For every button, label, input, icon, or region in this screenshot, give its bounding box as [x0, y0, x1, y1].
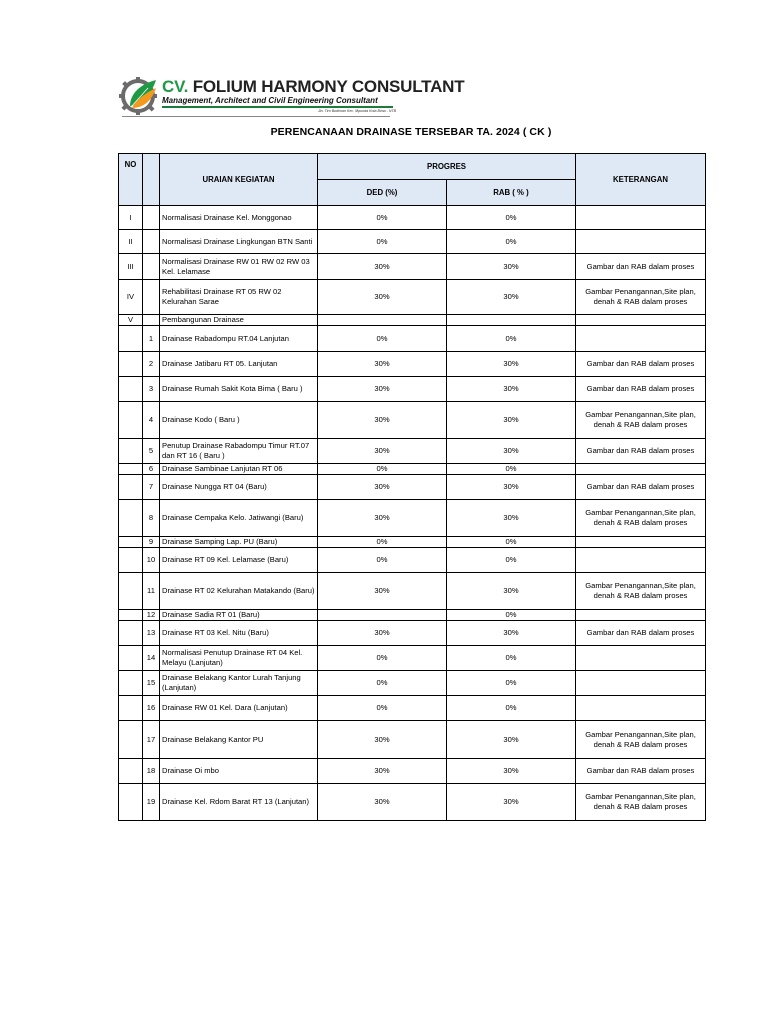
row-number — [119, 671, 143, 696]
row-description: Penutup Drainase Rabadompu Timur RT.07 dan RT 16 ( Baru ) — [160, 439, 318, 464]
row-rab-progress: 0% — [447, 326, 576, 352]
row-sub-number: 8 — [143, 500, 160, 537]
header-ded: DED (%) — [318, 180, 447, 206]
letterhead — [118, 74, 465, 120]
table-row — [119, 315, 706, 326]
row-sub-number — [143, 280, 160, 315]
table-row — [119, 475, 706, 500]
header-sub-no — [143, 154, 160, 206]
row-description: Drainase Kodo ( Baru ) — [160, 402, 318, 439]
table-row — [119, 377, 706, 402]
row-keterangan — [576, 315, 706, 326]
row-ded-progress: 0% — [318, 326, 447, 352]
company-divider — [162, 106, 393, 108]
row-description: Drainase Rumah Sakit Kota Bima ( Baru ) — [160, 377, 318, 402]
row-sub-number: 9 — [143, 537, 160, 548]
row-keterangan — [576, 548, 706, 573]
row-number — [119, 621, 143, 646]
row-keterangan: Gambar dan RAB dalam proses — [576, 475, 706, 500]
row-description: Drainase Oi mbo — [160, 759, 318, 784]
row-number — [119, 402, 143, 439]
row-ded-progress: 30% — [318, 377, 447, 402]
row-number — [119, 352, 143, 377]
row-description: Drainase Nungga RT 04 (Baru) — [160, 475, 318, 500]
row-description: Drainase Samping Lap. PU (Baru) — [160, 537, 318, 548]
row-sub-number: 13 — [143, 621, 160, 646]
company-tagline: Management, Architect and Civil Engineering Consultant — [162, 96, 378, 105]
row-sub-number: 16 — [143, 696, 160, 721]
table-row — [119, 537, 706, 548]
row-description: Drainase Belakang Kantor PU — [160, 721, 318, 759]
table-row — [119, 548, 706, 573]
row-number — [119, 784, 143, 821]
table-row — [119, 573, 706, 610]
row-ded-progress: 30% — [318, 352, 447, 377]
table-body — [119, 206, 706, 821]
table-row — [119, 671, 706, 696]
row-description: Drainase Sambinae Lanjutan RT 06 — [160, 464, 318, 475]
row-number: III — [119, 254, 143, 280]
table-row — [119, 646, 706, 671]
company-name — [162, 78, 464, 96]
row-number — [119, 696, 143, 721]
row-rab-progress — [447, 315, 576, 326]
row-description: Pembangunan Drainase — [160, 315, 318, 326]
row-keterangan — [576, 610, 706, 621]
company-prefix: CV. — [162, 77, 189, 96]
row-description: Drainase Rabadompu RT.04 Lanjutan — [160, 326, 318, 352]
row-number — [119, 377, 143, 402]
row-ded-progress: 0% — [318, 548, 447, 573]
row-rab-progress: 30% — [447, 402, 576, 439]
row-keterangan: Gambar dan RAB dalam proses — [576, 759, 706, 784]
table-row — [119, 254, 706, 280]
row-rab-progress: 0% — [447, 230, 576, 254]
row-number — [119, 759, 143, 784]
row-number — [119, 537, 143, 548]
row-rab-progress: 0% — [447, 671, 576, 696]
row-rab-progress: 30% — [447, 573, 576, 610]
row-ded-progress: 30% — [318, 402, 447, 439]
row-description: Normalisasi Penutup Drainase RT 04 Kel. Melayu (Lanjutan) — [160, 646, 318, 671]
row-sub-number: 3 — [143, 377, 160, 402]
row-description: Drainase Kel. Rdom Barat RT 13 (Lanjutan) — [160, 784, 318, 821]
row-sub-number: 10 — [143, 548, 160, 573]
row-description: Rehabilitasi Drainase RT 05 RW 02 Kelurahan Sarae — [160, 280, 318, 315]
company-main-name: FOLIUM HARMONY CONSULTANT — [192, 77, 465, 96]
row-keterangan — [576, 230, 706, 254]
row-keterangan — [576, 671, 706, 696]
row-sub-number: 7 — [143, 475, 160, 500]
row-ded-progress: 30% — [318, 621, 447, 646]
row-number: II — [119, 230, 143, 254]
row-keterangan — [576, 326, 706, 352]
table-row — [119, 784, 706, 821]
row-sub-number: 5 — [143, 439, 160, 464]
row-number: I — [119, 206, 143, 230]
row-keterangan: Gambar dan RAB dalam proses — [576, 352, 706, 377]
row-description: Drainase RT 03 Kel. Nitu (Baru) — [160, 621, 318, 646]
row-keterangan — [576, 206, 706, 230]
row-number — [119, 475, 143, 500]
row-number — [119, 646, 143, 671]
row-sub-number — [143, 230, 160, 254]
row-description: Drainase Belakang Kantor Lurah Tanjung (Lanjutan) — [160, 671, 318, 696]
row-ded-progress: 0% — [318, 696, 447, 721]
row-number — [119, 326, 143, 352]
table-row — [119, 610, 706, 621]
document-title: PERENCANAAN DRAINASE TERSEBAR TA. 2024 ( CK ) — [270, 126, 552, 138]
row-rab-progress: 30% — [447, 439, 576, 464]
progress-table — [118, 153, 706, 821]
row-keterangan: Gambar Penangannan,Site plan, denah & RAB dalam proses — [576, 280, 706, 315]
row-number — [119, 439, 143, 464]
table-row — [119, 721, 706, 759]
header-progres: PROGRES — [318, 154, 576, 180]
row-keterangan — [576, 646, 706, 671]
row-keterangan: Gambar dan RAB dalam proses — [576, 254, 706, 280]
table-row — [119, 500, 706, 537]
company-address: Jln. Tiro Budiman Kec. Mpunda Kota Bima - NTB — [318, 109, 397, 113]
row-description: Normalisasi Drainase RW 01 RW 02 RW 03 Kel. Lelamase — [160, 254, 318, 280]
row-rab-progress: 30% — [447, 759, 576, 784]
row-sub-number — [143, 206, 160, 230]
row-sub-number: 17 — [143, 721, 160, 759]
letterhead-divider — [122, 116, 390, 117]
row-ded-progress — [318, 315, 447, 326]
row-number — [119, 464, 143, 475]
header-keterangan: KETERANGAN — [576, 154, 706, 206]
row-rab-progress: 0% — [447, 464, 576, 475]
table-row — [119, 464, 706, 475]
row-ded-progress: 30% — [318, 280, 447, 315]
row-rab-progress: 0% — [447, 206, 576, 230]
row-keterangan: Gambar Penangannan,Site plan, denah & RAB dalam proses — [576, 402, 706, 439]
row-sub-number: 11 — [143, 573, 160, 610]
row-sub-number: 18 — [143, 759, 160, 784]
row-ded-progress — [318, 610, 447, 621]
row-ded-progress: 0% — [318, 230, 447, 254]
table-row — [119, 326, 706, 352]
table-row — [119, 621, 706, 646]
row-rab-progress: 30% — [447, 280, 576, 315]
table-row — [119, 280, 706, 315]
row-sub-number: 4 — [143, 402, 160, 439]
row-rab-progress: 30% — [447, 621, 576, 646]
row-ded-progress: 30% — [318, 500, 447, 537]
row-keterangan: Gambar Penangannan,Site plan, denah & RAB dalam proses — [576, 784, 706, 821]
row-sub-number: 2 — [143, 352, 160, 377]
header-uraian: URAIAN KEGIATAN — [160, 154, 318, 206]
header-no: NO — [119, 154, 143, 206]
row-keterangan: Gambar Penangannan,Site plan, denah & RAB dalam proses — [576, 721, 706, 759]
header-rab: RAB ( % ) — [447, 180, 576, 206]
table-row — [119, 352, 706, 377]
row-keterangan: Gambar dan RAB dalam proses — [576, 621, 706, 646]
row-keterangan: Gambar Penangannan,Site plan, denah & RAB dalam proses — [576, 573, 706, 610]
row-sub-number: 6 — [143, 464, 160, 475]
row-ded-progress: 30% — [318, 475, 447, 500]
row-description: Drainase RW 01 Kel. Dara (Lanjutan) — [160, 696, 318, 721]
row-description: Drainase Sadia RT 01 (Baru) — [160, 610, 318, 621]
row-sub-number: 15 — [143, 671, 160, 696]
row-rab-progress: 0% — [447, 646, 576, 671]
row-number — [119, 721, 143, 759]
row-sub-number: 1 — [143, 326, 160, 352]
row-description: Drainase RT 09 Kel. Lelamase (Baru) — [160, 548, 318, 573]
table-row — [119, 696, 706, 721]
row-description: Normalisasi Drainase Kel. Monggonao — [160, 206, 318, 230]
row-rab-progress: 0% — [447, 610, 576, 621]
row-keterangan: Gambar Penangannan,Site plan, denah & RAB dalam proses — [576, 500, 706, 537]
table-row — [119, 402, 706, 439]
row-sub-number: 12 — [143, 610, 160, 621]
row-number: V — [119, 315, 143, 326]
row-description: Normalisasi Drainase Lingkungan BTN Santi — [160, 230, 318, 254]
row-rab-progress: 30% — [447, 352, 576, 377]
row-keterangan: Gambar dan RAB dalam proses — [576, 439, 706, 464]
table-row — [119, 439, 706, 464]
row-ded-progress: 30% — [318, 254, 447, 280]
row-number — [119, 573, 143, 610]
row-number — [119, 548, 143, 573]
row-rab-progress: 30% — [447, 500, 576, 537]
row-description: Drainase Cempaka Kelo. Jatiwangi (Baru) — [160, 500, 318, 537]
row-ded-progress: 0% — [318, 464, 447, 475]
table-row — [119, 230, 706, 254]
row-ded-progress: 30% — [318, 759, 447, 784]
row-rab-progress: 0% — [447, 537, 576, 548]
row-sub-number — [143, 315, 160, 326]
row-rab-progress: 30% — [447, 784, 576, 821]
row-ded-progress: 0% — [318, 646, 447, 671]
gear-leaf-logo-icon — [118, 74, 160, 116]
row-rab-progress: 30% — [447, 721, 576, 759]
row-description: Drainase Jatibaru RT 05. Lanjutan — [160, 352, 318, 377]
row-rab-progress: 30% — [447, 254, 576, 280]
row-number — [119, 500, 143, 537]
row-ded-progress: 0% — [318, 206, 447, 230]
row-sub-number — [143, 254, 160, 280]
row-ded-progress: 30% — [318, 721, 447, 759]
row-ded-progress: 0% — [318, 537, 447, 548]
row-rab-progress: 30% — [447, 475, 576, 500]
row-ded-progress: 30% — [318, 439, 447, 464]
row-keterangan — [576, 537, 706, 548]
row-rab-progress: 0% — [447, 696, 576, 721]
row-keterangan — [576, 696, 706, 721]
table-row — [119, 759, 706, 784]
row-description: Drainase RT 02 Kelurahan Matakando (Baru) — [160, 573, 318, 610]
row-keterangan: Gambar dan RAB dalam proses — [576, 377, 706, 402]
row-number: IV — [119, 280, 143, 315]
row-ded-progress: 30% — [318, 784, 447, 821]
row-ded-progress: 0% — [318, 671, 447, 696]
row-rab-progress: 0% — [447, 548, 576, 573]
row-ded-progress: 30% — [318, 573, 447, 610]
row-number — [119, 610, 143, 621]
row-rab-progress: 30% — [447, 377, 576, 402]
table-row — [119, 206, 706, 230]
row-sub-number: 14 — [143, 646, 160, 671]
row-keterangan — [576, 464, 706, 475]
row-sub-number: 19 — [143, 784, 160, 821]
